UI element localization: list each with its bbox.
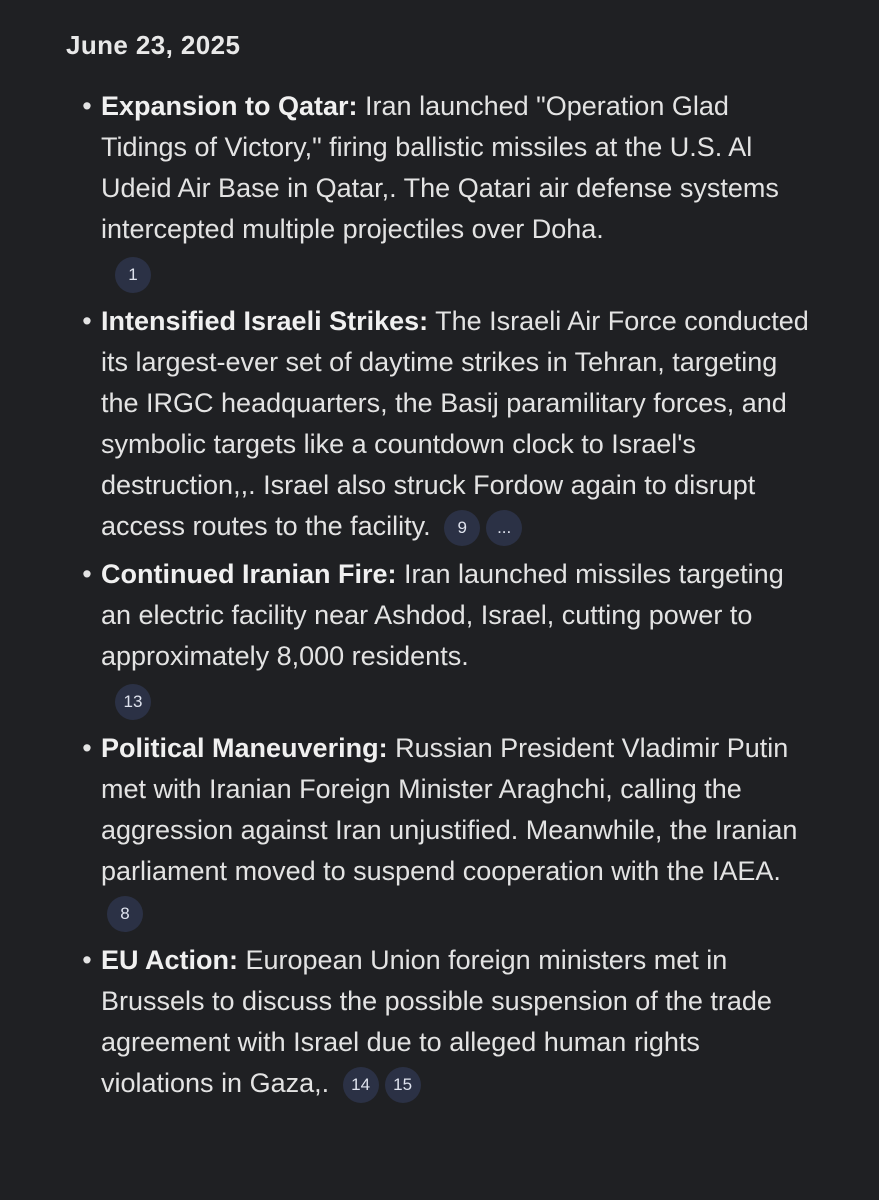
citation-chip[interactable]: 13 <box>115 684 151 720</box>
list-item-iranian-fire <box>0 554 879 721</box>
item-title: EU Action: <box>101 945 238 975</box>
bullet-icon: • <box>82 945 92 975</box>
bullet-icon: • <box>82 306 92 336</box>
citation-chip[interactable]: 9 <box>444 510 480 546</box>
list-item-eu-action <box>0 940 879 1104</box>
item-title: Intensified Israeli Strikes: <box>101 306 429 336</box>
item-title: Continued Iranian Fire: <box>101 559 397 589</box>
citation-chip[interactable]: 15 <box>385 1067 421 1103</box>
list-item-israeli-strikes <box>0 301 879 547</box>
date-heading: June 23, 2025 <box>66 30 241 60</box>
list-item-political <box>0 728 879 933</box>
bullet-icon: • <box>82 733 92 763</box>
item-body: Iran launched "Operation Glad Tidings of Victory," firing ballistic missiles at the U.S. Al Udeid Air Base in Qatar,. The Qatari air defense systems intercepted multiple projectiles over Doha. <box>101 91 779 244</box>
item-body: The Israeli Air Force conducted its largest-ever set of daytime strikes in Tehran, targeting the IRGC headquarters, the Basij paramilitary forces, and symbolic targets like a countdown clock to Israel's destruction,,. Israel also struck Fordow again to disrupt access routes to the facility. <box>101 306 809 541</box>
item-title: Expansion to Qatar: <box>101 91 358 121</box>
item-body: Iran launched missiles targeting an electric facility near Ashdod, Israel, cutting power to approximately 8,000 residents. <box>101 559 784 671</box>
citation-chip[interactable]: 8 <box>107 896 143 932</box>
citation-row <box>101 680 809 721</box>
bullet-icon: • <box>82 91 92 121</box>
more-citations-chip[interactable]: ... <box>486 510 522 546</box>
item-title: Political Maneuvering: <box>101 733 388 763</box>
citation-row <box>101 253 809 294</box>
citation-chip[interactable]: 14 <box>343 1067 379 1103</box>
list-item-qatar <box>0 86 879 294</box>
bullet-icon: • <box>82 559 92 589</box>
item-body: Russian President Vladimir Putin met with Iranian Foreign Minister Araghchi, calling the aggression against Iran unjustified. Meanwhile, the Iranian parliament moved to suspend cooperation with the IAEA. <box>101 733 798 886</box>
item-body: European Union foreign ministers met in Brussels to discuss the possible suspension of the trade agreement with Israel due to alleged human rights violations in Gaza,. <box>101 945 772 1098</box>
event-list <box>0 86 879 1104</box>
citation-chip[interactable]: 1 <box>115 257 151 293</box>
